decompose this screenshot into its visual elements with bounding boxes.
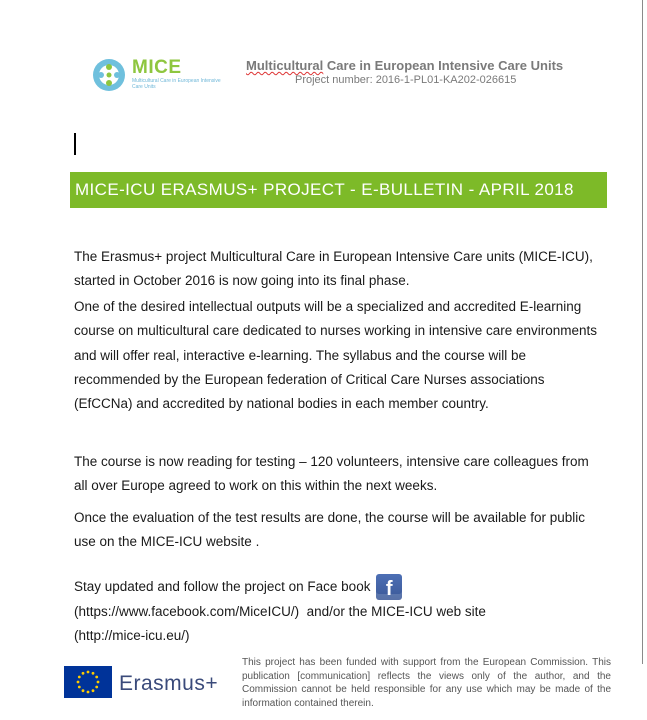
page-right-edge	[642, 0, 643, 664]
project-title	[246, 58, 563, 73]
funding-disclaimer: This project has been funded with support from the European Commission. This publication [communication] reflects the views only of the author, and the Commission cannot be held responsible for any use which may be made of the information contained therein.	[242, 657, 611, 709]
erasmus-logo	[64, 664, 230, 704]
paragraph-testing: The course is now reading for testing – 120 volunteers, intensive care colleagues from all over Europe agreed to work on this within the next weeks.	[74, 454, 589, 494]
paragraph-stay-updated	[74, 574, 604, 649]
mice-logo	[92, 54, 242, 94]
facebook-link[interactable]: (https://www.facebook.com/MiceICU/)	[74, 604, 300, 619]
bulletin-banner	[70, 172, 607, 208]
eu-flag-icon	[64, 666, 112, 698]
website-link[interactable]: (http://mice-icu.eu/)	[74, 628, 190, 644]
website-text: and/or the MICE-ICU web site	[306, 604, 486, 619]
mice-logo-icon	[92, 58, 126, 92]
banner-title: MICE-ICU ERASMUS+ PROJECT - E-BULLETIN - APRIL 2018	[75, 180, 574, 199]
project-number: Project number: 2016-1-PL01-KA202-026615	[295, 74, 517, 86]
document-header	[92, 54, 612, 94]
stay-updated-text: Stay updated and follow the project on Face book	[74, 579, 371, 594]
project-title-rest: Care in European Intensive Care Units	[323, 58, 564, 73]
logo-word: MICE	[132, 57, 182, 78]
project-title-word1: Multicultural	[246, 58, 324, 73]
paragraph-outputs: One of the desired intellectual outputs will be a specialized and accredited E-learning course on multicultural care dedicated to nurses working in intensive care environments and will offer real, interactive e-learning. The syllabus and the course will be recommended by the European federation of Critical Care Nurses associations (EfCCNa) and accredited by national bodies in each member country.	[74, 299, 598, 412]
erasmus-logo-text: Erasmus+	[119, 672, 219, 695]
paragraph-intro: The Erasmus+ project Multicultural Care in European Intensive Care units (MICE-ICU), started in October 2016 is now going into its final phase.	[74, 249, 593, 289]
text-cursor	[74, 133, 76, 155]
facebook-icon[interactable]: f	[376, 574, 402, 600]
logo-subtitle: Multicultural Care in European Intensive Care Units	[132, 78, 221, 90]
paragraph-availability: Once the evaluation of the test results are done, the course will be available for public use on the MICE-ICU website .	[74, 510, 586, 550]
